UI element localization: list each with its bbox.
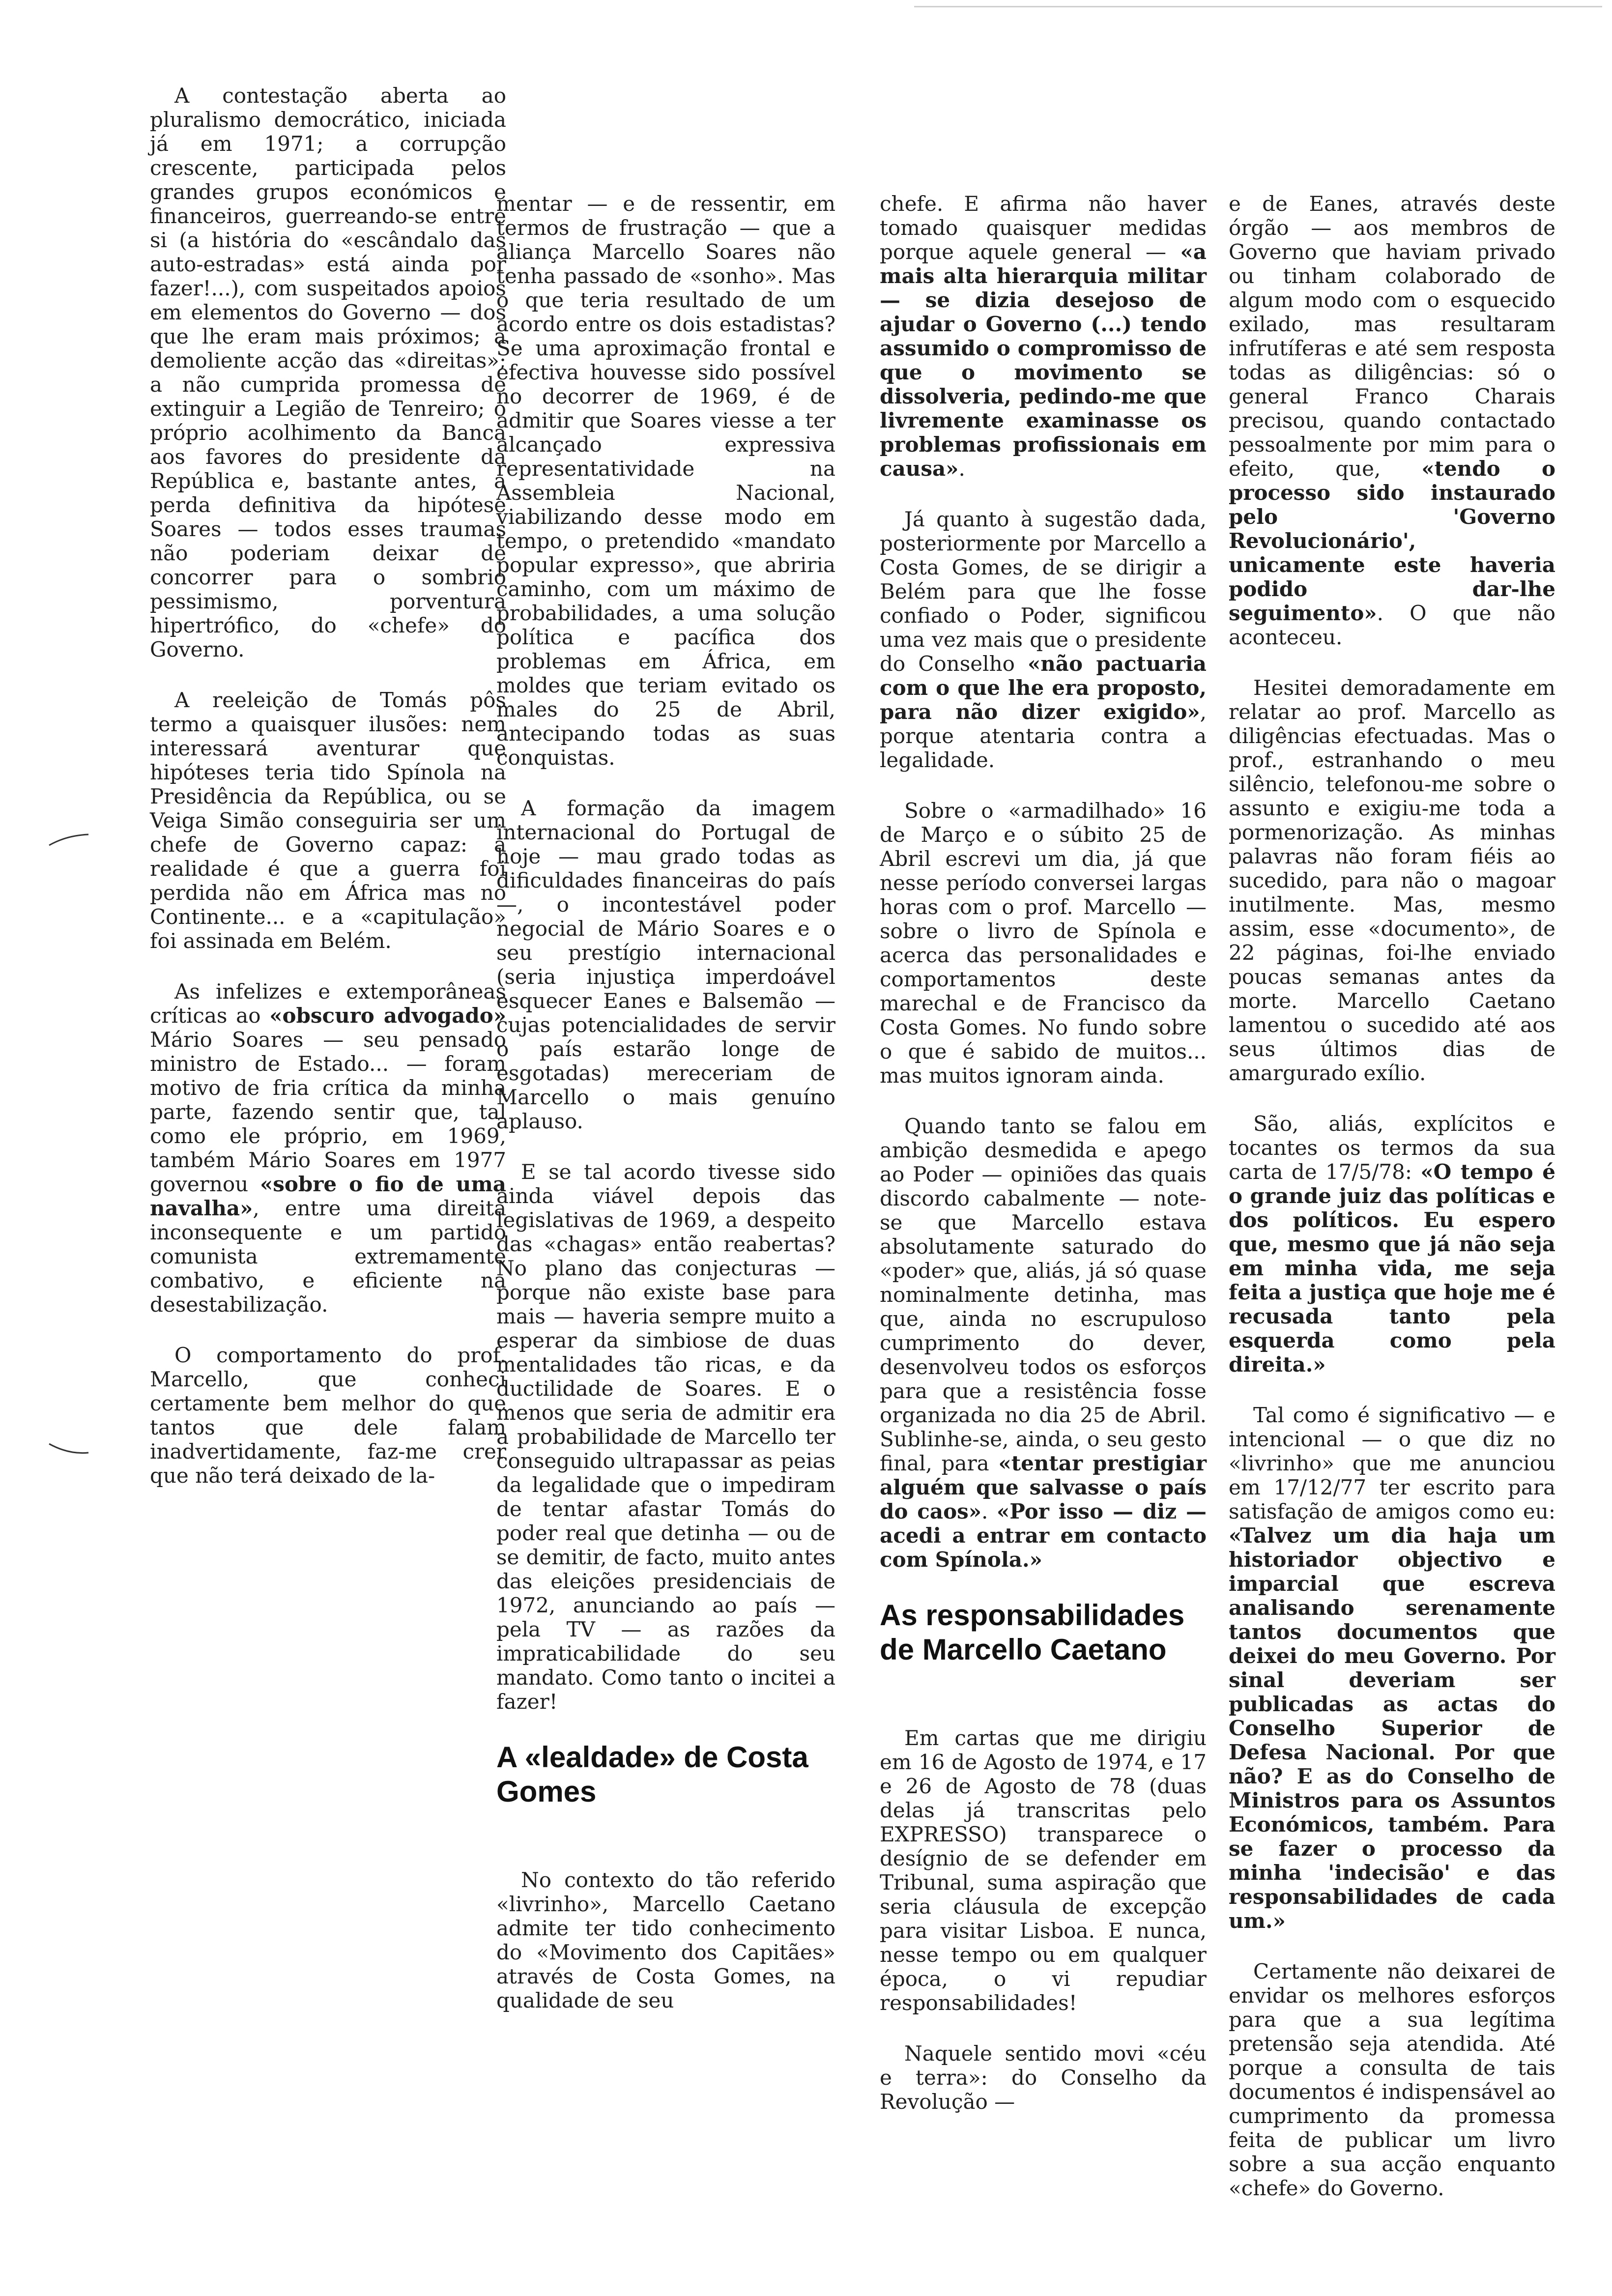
margin-mark [47,831,91,850]
paragraph: A reeleição de Tomás pôs termo a quaisquer ilusões: nem interessará aventurar que hipóteses teria tido Spínola na Presidência da República, ou se Veiga Simão conseguiria ser um chefe de Governo capaz: a realidade é que a guerra foi perdida não em África mas no Continente... e a «capitulação» foi assinada em Belém. [150,688,506,953]
paragraph: E se tal acordo tivesse sido ainda viável depois das legislativas de 1969, a despeito das «chagas» então reabertas? No plano das conjecturas — porque não existe base para mais — haveria sempre muito a esperar da simbiose de duas mentalidades tão ricas, e da ductilidade de Soares. E o menos que seria de admitir era a probabilidade de Marcello ter conseguido ultrapassar as peias da legalidade que o impediram de tentar afastar Tomás do poder real que detinha — ou de se demitir, de facto, muito antes das eleições presidenciais de 1972, anunciando ao país — pela TV — as razões da impraticabilidade do seu mandato. Como tanto o incitei a fazer! [496,1160,835,1714]
scan-edge-line [914,6,1602,7]
paragraph: O comportamento do prof. Marcello, que conheci certamente bem melhor do que tantos que dele falam inadvertidamente, faz-me crer que não terá deixado de la- [150,1343,506,1488]
article-column-3 [880,192,1207,2140]
paragraph: A formação da imagem internacional do Portugal de hoje — mau grado todas as dificuldades financeiras do país —, o incontestável poder negocial de Mário Soares e o seu prestígio internacional (seria injustiça imperdoável esquecer Eanes e Balsemão — cujas potencialidades de servir o país estarão longe de esgotadas) mereceriam de Marcello o mais genuíno aplauso. [496,796,835,1133]
article-column-4 [1229,192,1555,2227]
paragraph: São, aliás, explícitos e tocantes os termos da sua carta de 17/5/78: «O tempo é o grande juiz das políticas e dos políticos. Eu espero que, mesmo que já não seja em minha vida, me seja feita a justiça que hoje me é recusada tanto pela esquerda como pela direita.» [1229,1112,1555,1377]
paragraph: e de Eanes, através deste órgão — aos membros de Governo que haviam privado ou tinham colaborado de algum modo com o esquecido exilado, mas resultaram infrutíferas e até sem resposta todas as diligências: só o general Franco Charais precisou, quando contactado pessoalmente por mim para o efeito, que, «tendo o processo sido instaurado pelo 'Governo Revolucionário', unicamente este haveria podido dar-lhe seguimento». O que não aconteceu. [1229,192,1555,649]
paragraph: Em cartas que me dirigiu em 16 de Agosto de 1974, e 17 e 26 de Agosto de 78 (duas delas já transcritas pelo EXPRESSO) transparece o desígnio de se defender em Tribunal, suma aspiração que seria cláusula de excepção para visitar Lisboa. E nunca, nesse tempo ou em qualquer época, o vi repudiar responsabilidades! [880,1726,1207,2015]
paragraph: chefe. E afirma não haver tomado quaisquer medidas porque aquele general — «a mais alta hierarquia militar — se dizia desejoso de ajudar o Governo (...) tendo assumido o compromisso de que o movimento se dissolveria, pedindo-me que livremente examinasse os problemas profissionais em causa». [880,192,1207,481]
paragraph: Sobre o «armadilhado» 16 de Março e o súbito 25 de Abril escrevi um dia, já que nesse período conversei largas horas com o prof. Marcello — sobre o livro de Spínola e acerca das personalidades e comportamentos deste marechal e de Francisco da Costa Gomes. No fundo sobre o que é sabido de muitos... mas muitos ignoram ainda. [880,799,1207,1088]
paragraph: A contestação aberta ao pluralismo democrático, iniciada já em 1971; a corrupção crescente, participada pelos grandes grupos económicos e financeiros, guerreando-se entre si (a história do «escândalo das auto-estradas» está ainda por fazer!...), com suspeitados apoios em elementos do Governo — dos que lhe eram mais próximos; a demoliente acção das «direitas»; a não cumprida promessa de extinguir a Legião de Tenreiro; o próprio acolhimento da Banca aos favores do presidente da República e, bastante antes, a perda definitiva da hipótese Soares — todos esses traumas não poderiam deixar de concorrer para o sombrio pessimismo, porventura hipertrófico, do «chefe» do Governo. [150,84,506,661]
section-heading: As responsabilidades de Marcello Caetano [880,1599,1185,1666]
paragraph: mentar — e de ressentir, em termos de frustração — que a aliança Marcello Soares não tenha passado de «sonho». Mas o que teria resultado de um acordo entre os dois estadistas? Se uma aproximação frontal e efectiva houvesse sido possível no decorrer de 1969, é de admitir que Soares viesse a ter alcançado expressiva representatividade na Assembleia Nacional, viabilizando desse modo em tempo, o pretendido «mandato popular expresso», que abriria caminho, com um máximo de probabilidades, a uma solução política e pacífica dos problemas em África, em moldes que teriam evitado os males do 25 de Abril, antecipando todas as suas conquistas. [496,192,835,770]
section-heading: A «lealdade» de Costa Gomes [496,1741,808,1808]
paragraph: As infelizes e extemporâneas críticas ao «obscuro advogado» Mário Soares — seu pensado ministro de Estado... — foram motivo de fria crítica da minha parte, fazendo sentir que, tal como ele próprio, em 1969, também Mário Soares em 1977 governou «sobre o fio de uma navalha», entre uma direita inconsequente e um partido comunista extremamente combativo, e eficiente na desestabilização. [150,979,506,1317]
paragraph: Já quanto à sugestão dada, posteriormente por Marcello a Costa Gomes, de se dirigir a Belém para que lhe fosse confiado o Poder, significou uma vez mais que o presidente do Conselho «não pactuaria com o que lhe era proposto, para não dizer exigido», porque atentaria contra a legalidade. [880,507,1207,772]
paragraph: Certamente não deixarei de envidar os melhores esforços para que a sua legítima pretensão seja atendida. Até porque a consulta de tais documentos é indispensável ao cumprimento da promessa feita de publicar um livro sobre a sua acção enquanto «chefe» do Governo. [1229,1959,1555,2200]
article-column-2 [496,192,835,2039]
paragraph: Hesitei demoradamente em relatar ao prof. Marcello as diligências efectuadas. Mas o prof., estranhando o meu silêncio, telefonou-me sobre o assunto e exigiu-me toda a pormenorização. As minhas palavras não foram fiéis ao sucedido, para não o magoar inutilmente. Mas, mesmo assim, esse «documento», de 22 páginas, foi-lhe enviado poucas semanas antes da morte. Marcello Caetano lamentou o sucedido até aos seus últimos dias de amargurado exílio. [1229,676,1555,1085]
paragraph: Naquele sentido movi «céu e terra»: do Conselho da Revolução — [880,2041,1207,2114]
margin-mark [47,1440,91,1460]
paragraph: No contexto do tão referido «livrinho», Marcello Caetano admite ter tido conhecimento do «Movimento dos Capitães» através de Costa Gomes, na qualidade de seu [496,1868,835,2012]
paragraph: Tal como é significativo — e intencional — o que diz no «livrinho» que me anunciou em 17/12/77 ter escrito para satisfação de amigos como eu: «Talvez um dia haja um historiador objectivo e imparcial que escreva analisando serenamente tantos documentos que deixei do meu Governo. Por sinal deveriam ser publicadas as actas do Conselho Superior de Defesa Nacional. Por que não? E as do Conselho de Ministros para os Assuntos Económicos, também. Para se fazer o processo da minha 'indecisão' e das responsabilidades de cada um.» [1229,1403,1555,1933]
paragraph: Quando tanto se falou em ambição desmedida e apego ao Poder — opiniões das quais discordo cabalmente — note-se que Marcello estava absolutamente saturado do «poder» que, aliás, já só quase nominalmente detinha, mas que, ainda no escrupuloso cumprimento do dever, desenvolveu todos os esforços para que a resistência fosse organizada no dia 25 de Abril. Sublinhe-se, ainda, o seu gesto final, para «tentar prestigiar alguém que salvasse o país do caos». «Por isso — diz — acedi a entrar em contacto com Spínola.» [880,1114,1207,1572]
article-column-1 [150,84,506,1514]
